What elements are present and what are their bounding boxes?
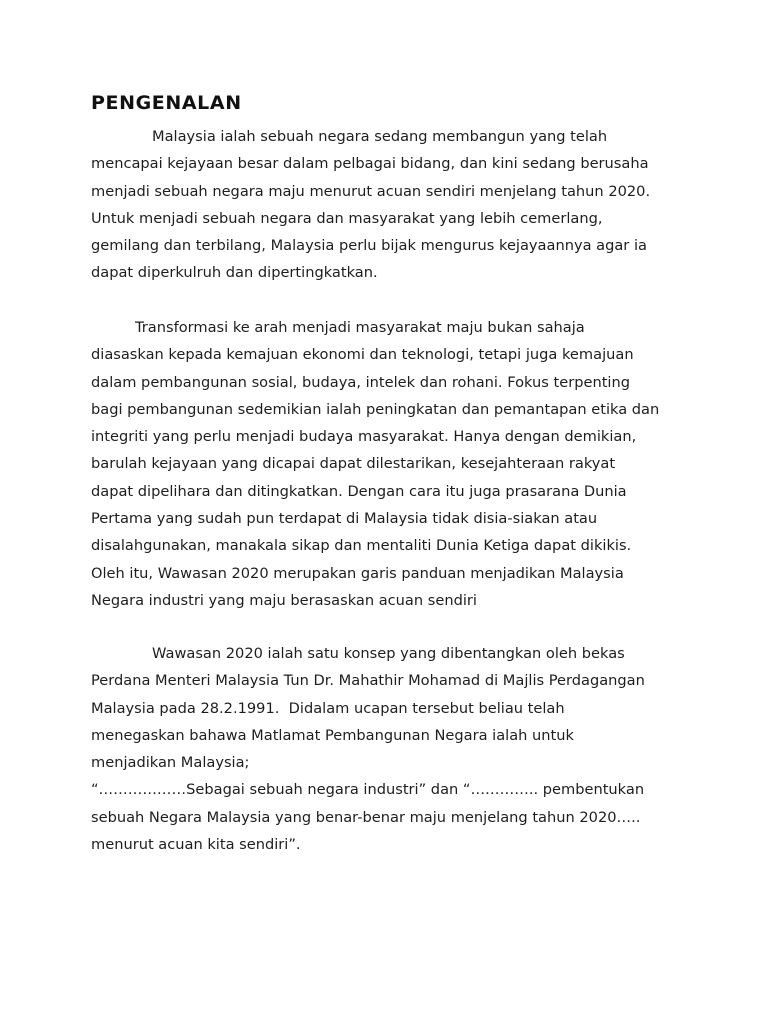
paragraph-wawasan-2020 bbox=[91, 640, 645, 858]
paragraph-line: gemilang dan terbilang, Malaysia perlu bijak mengurus kejayaannya agar ia bbox=[91, 237, 647, 255]
paragraph-introduction bbox=[91, 123, 650, 287]
paragraph-line: Transformasi ke arah menjadi masyarakat maju bukan sahaja bbox=[135, 319, 585, 336]
paragraph-line: dapat dipelihara dan ditingkatkan. Dengan cara itu juga prasarana Dunia bbox=[91, 482, 627, 500]
paragraph-line: Malaysia pada 28.2.1991. Didalam ucapan tersebut beliau telah bbox=[91, 699, 565, 717]
paragraph-line: Pertama yang sudah pun terdapat di Malaysia tidak disia-siakan atau bbox=[91, 510, 598, 528]
paragraph-line: menjadikan Malaysia; bbox=[91, 754, 250, 772]
paragraph-line: dalam pembangunan sosial, budaya, intelek dan rohani. Fokus terpenting bbox=[91, 373, 630, 391]
paragraph-line: Perdana Menteri Malaysia Tun Dr. Mahathir Mohamad di Majlis Perdagangan bbox=[91, 672, 645, 690]
paragraph-line: mencapai kejayaan besar dalam pelbagai bidang, dan kini sedang berusaha bbox=[91, 155, 649, 173]
document-heading: PENGENALAN bbox=[91, 92, 242, 114]
paragraph-line: menegaskan bahawa Matlamat Pembangunan Negara ialah untuk bbox=[91, 726, 574, 744]
paragraph-line: diasaskan kepada kemajuan ekonomi dan teknologi, tetapi juga kemajuan bbox=[91, 346, 634, 364]
paragraph-line: sebuah Negara Malaysia yang benar-benar maju menjelang tahun 2020….. bbox=[91, 808, 641, 826]
paragraph-line: barulah kejayaan yang dicapai dapat dilestarikan, kesejahteraan rakyat bbox=[91, 455, 616, 473]
paragraph-transformation bbox=[91, 314, 659, 614]
paragraph-line: disalahgunakan, manakala sikap dan mentaliti Dunia Ketiga dapat dikikis. bbox=[91, 537, 632, 555]
paragraph-line: integriti yang perlu menjadi budaya masyarakat. Hanya dengan demikian, bbox=[91, 428, 637, 446]
paragraph-line: dapat diperkulruh dan dipertingkatkan. bbox=[91, 264, 378, 282]
paragraph-line: bagi pembangunan sedemikian ialah peningkatan dan pemantapan etika dan bbox=[91, 400, 660, 418]
paragraph-line: Negara industri yang maju berasaskan acuan sendiri bbox=[91, 591, 477, 609]
paragraph-line: menjadi sebuah negara maju menurut acuan sendiri menjelang tahun 2020. bbox=[91, 182, 651, 200]
paragraph-line: Wawasan 2020 ialah satu konsep yang dibentangkan oleh bekas bbox=[152, 645, 625, 662]
paragraph-line: Oleh itu, Wawasan 2020 merupakan garis panduan menjadikan Malaysia bbox=[91, 564, 624, 582]
paragraph-line: Untuk menjadi sebuah negara dan masyarakat yang lebih cemerlang, bbox=[91, 209, 603, 227]
paragraph-line: Malaysia ialah sebuah negara sedang membangun yang telah bbox=[152, 128, 608, 145]
paragraph-line: menurut acuan kita sendiri”. bbox=[91, 836, 301, 854]
paragraph-line: “………………Sebagai sebuah negara industri” dan “………….. pembentukan bbox=[91, 781, 645, 799]
